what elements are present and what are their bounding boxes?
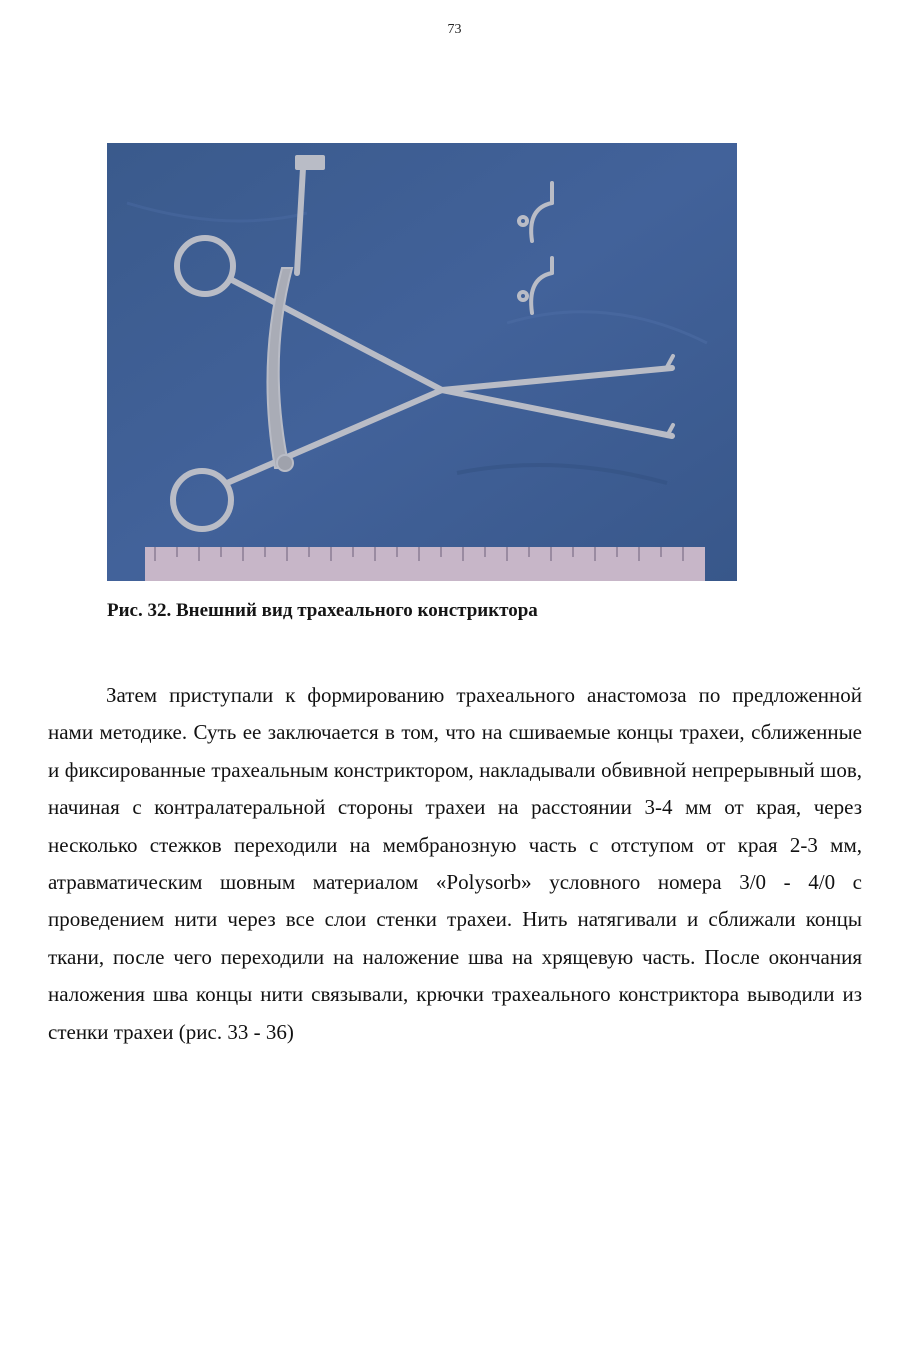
tracheal-constrictor-photo <box>107 143 737 581</box>
photo-illustration <box>107 143 737 581</box>
figure-caption: Рис. 32. Внешний вид трахеального констриктора <box>107 600 538 621</box>
paragraph: Затем приступали к формированию трахеального анастомоза по предложенной нами методике. Суть ее заключается в том, что на сшиваемые концы трахеи, сближенные и фиксированные трахеальным констриктором, накладывали обвивной непрерывный шов, начиная с контралатеральной стороны трахеи на расстоянии 3-4 мм от края, через несколько стежков переходили на мембранозную часть с отступом от края 2-3 мм, атравматическим шовным материалом «Polysorb» условного номера 3/0 - 4/0 с проведением нити через все слои стенки трахеи. Нить натягивали и сближали концы ткани, после чего переходили на наложение шва на хрящевую часть. После окончания наложения шва концы нити связывали, крючки трахеального констриктора выводили из стенки трахеи (рис. 33 - 36) <box>48 683 862 1044</box>
ruler <box>145 547 705 581</box>
page-number: 73 <box>447 22 462 37</box>
cloth-background <box>107 143 737 581</box>
body-text <box>48 677 862 1051</box>
